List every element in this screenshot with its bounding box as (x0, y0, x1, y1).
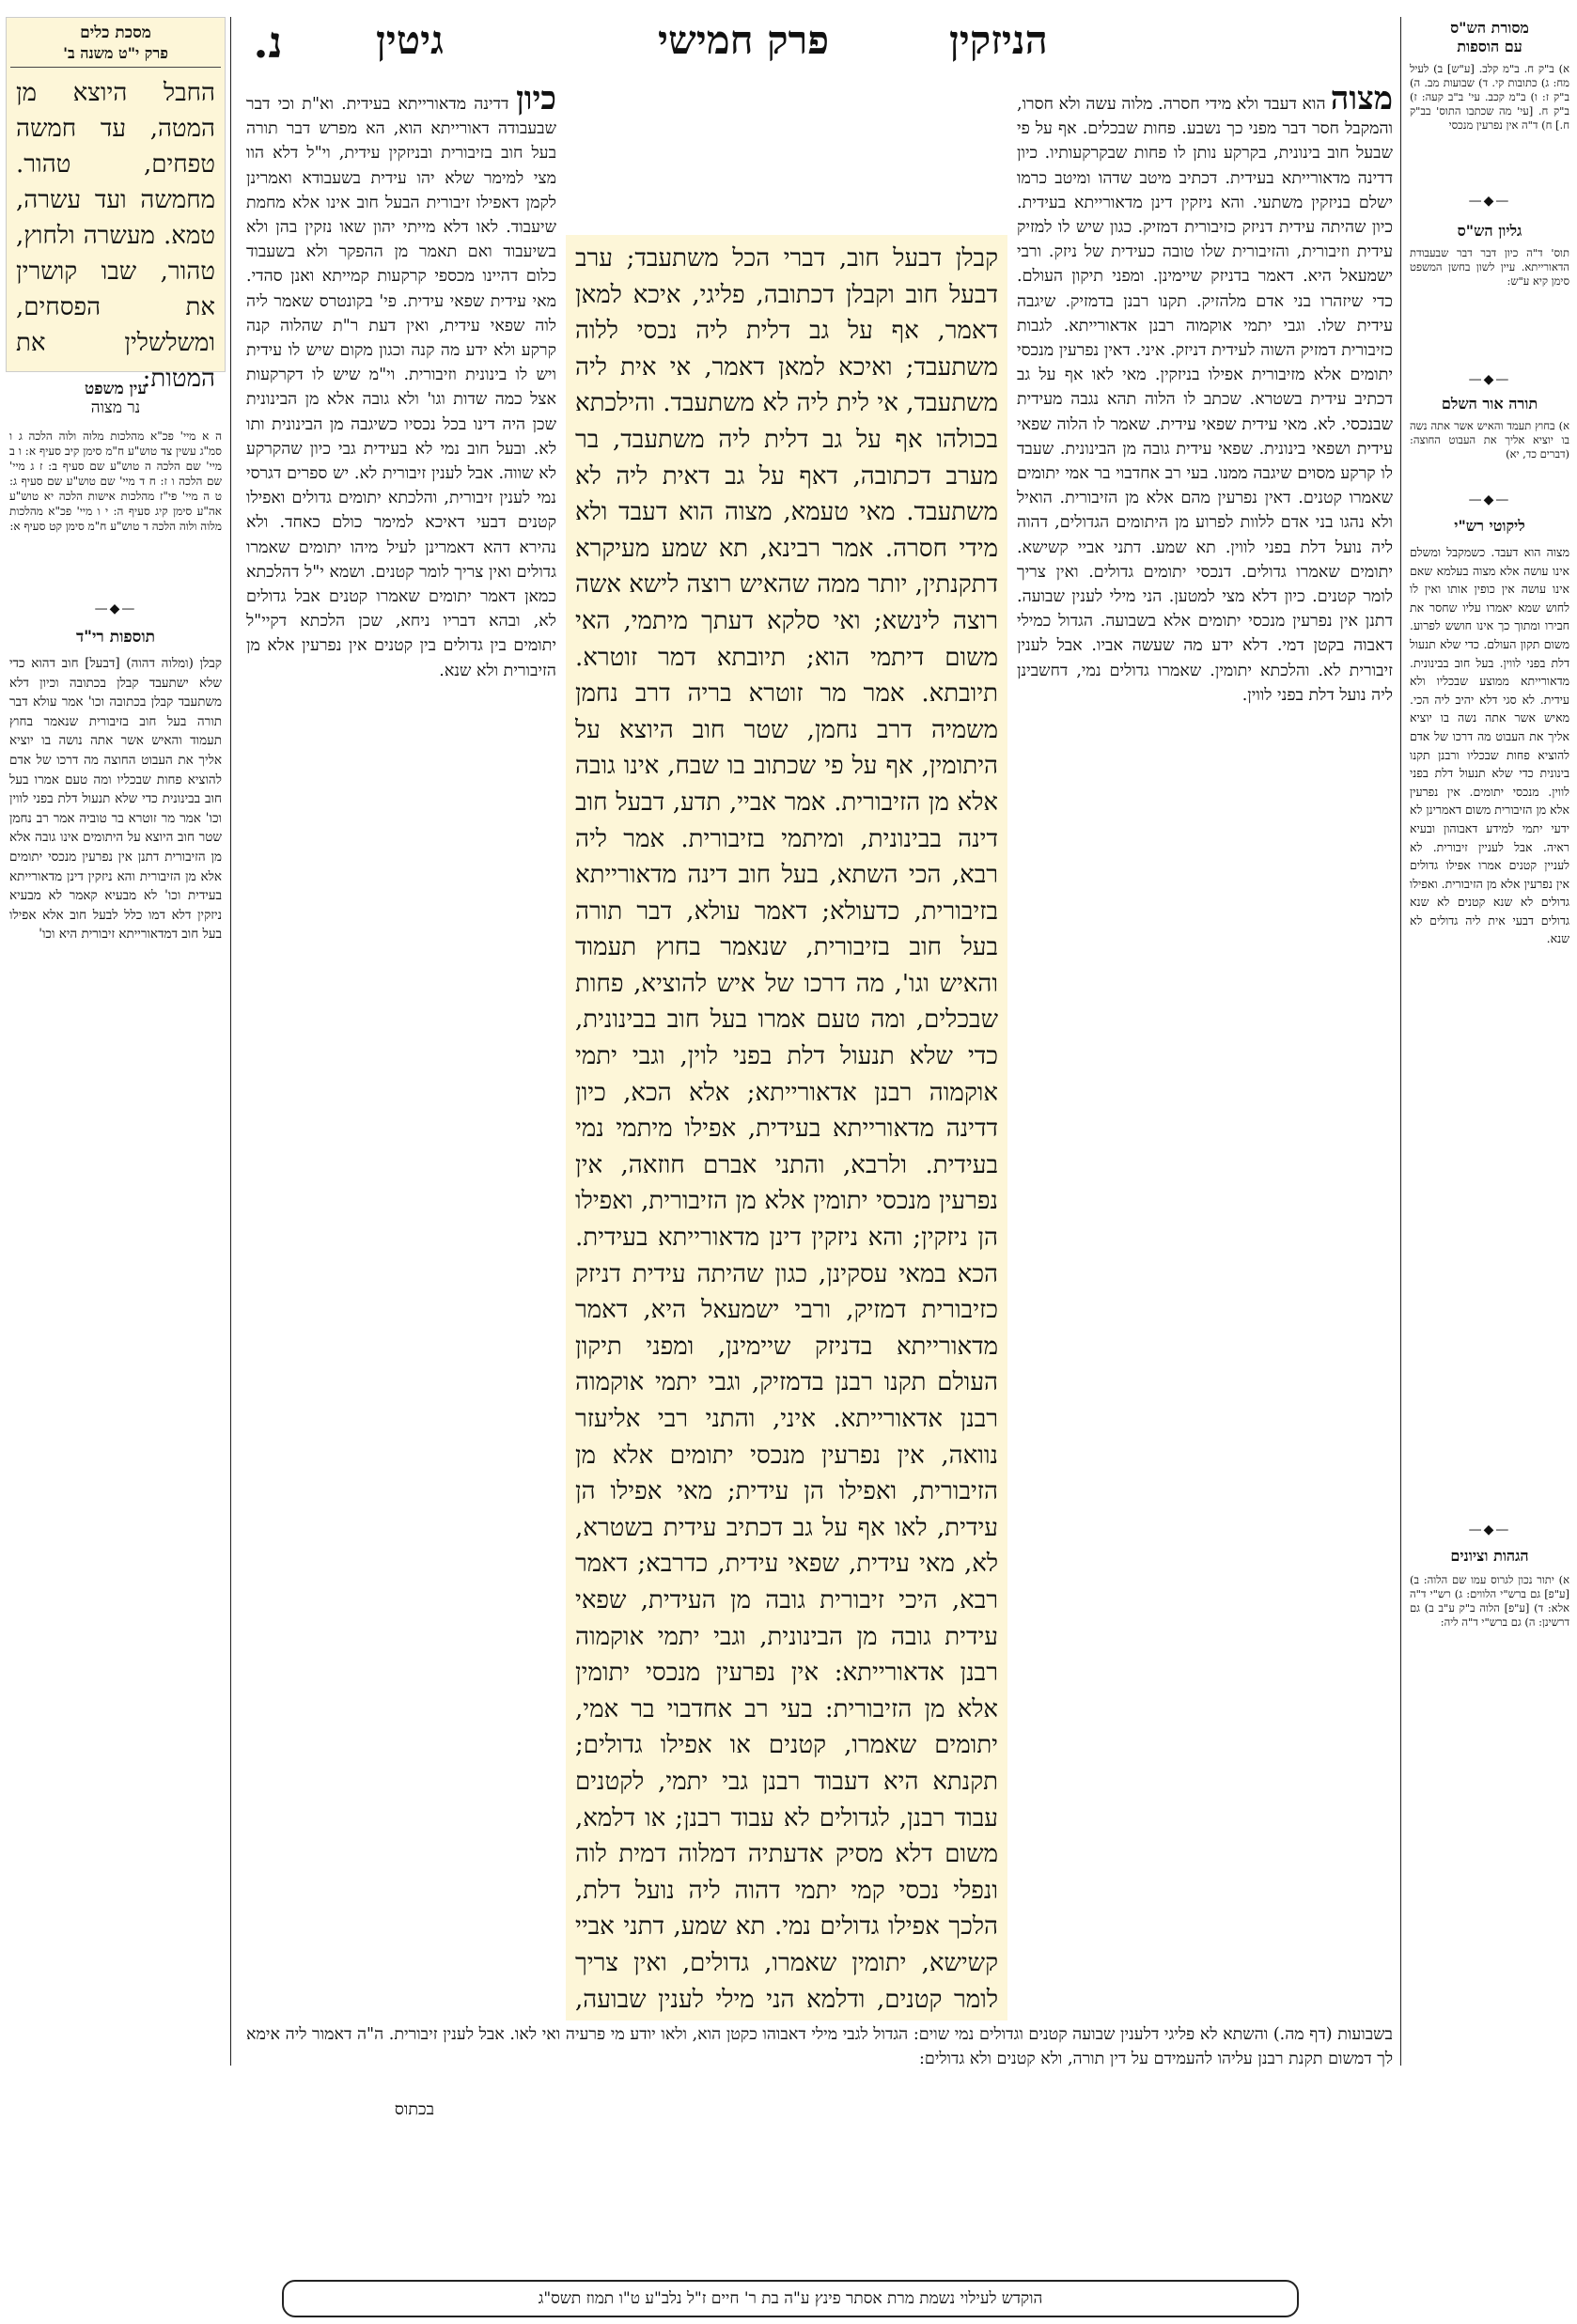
mesorat-subtitle: עם הוספות (1457, 38, 1522, 55)
left-column-divider (230, 17, 231, 2066)
bottom-commentary (246, 2022, 1393, 2098)
hagahot-title: הגהות וציונים (1450, 1547, 1529, 1565)
mesorat-text: א) ב"ק ח. ב"מ קלב. [ע"ש] ב) לעיל מח: ג) כתובות קי. ד) שבועות מב. ה) ב"ק ז: ו) ב"מ קכב. עי' ב"ב קעה: ז) ב"ק ח. [עי' מה שכתבו התוס' בב"ק ח.] ח) ד"ה אין נפרעין מנכסי (1410, 62, 1569, 132)
tosafot-text: דדינה מדאורייתא בעידית. וא"ת וכי דבר שבעבודה דאורייתא הוא, הא מפרש דבר תורה בעל חוב בזיבורית ובניזקין עידית, וי"ל דלא הוו מצי למימר שלא יהו עידית בשעבודא ואמרינן לקמן דאפילו זיבורית הבעל חוב אינו אלא מחמת שיעבוד. לאו דלא מייתי יהון שאו נזקין בהן ולא בשיעבוד ואם תאמר מן ההפקר ולא בשעבוד כלום דהיינו מכספי קרקעות קמייתא ואנן סהדי. מאי עידית שפאי עידית. פי' בקונטרס שאמר ליה לוה שפאי עידית, ואין דעת ר"ת שהלוה קנה קרקע ולא ידע מה קנה וכגון מקום שיש לו עידית ויש לו בינונית וזיבורית. וי"מ שיש לו דקרקעות אצל כמה שדות וגו' ולא גובה אלא מן הבינונית שכן היה דינו בכל נכסיו כשיגבה מן הבינונית ותו לא. ובעל חוב נמי לא בעידית גבי כיון שהקרקע לא שווה. אבל לענין זיבורית לא. יש ספרים דגרסי נמי לענין זיבורית, והלכתא יתומים גדולים ואפילו קטנים דבעי דאיכא למימר כולם כאחד. ולא נהירא דהא דאמרינן לעיל מיהו יתומים שאמרו גדולים ואין צריך לומר קטנים. ושמא י"ל דהלכתא כמאן דאמר יתומים שאמרו קטנים אבל גדולים לא, ובהא דבריו ניחא, שכן הלכתא דקיי"ל יתומים בין גדולים בין קטנים אין נפרעין אלא מן הזיבורית ולא שנא. (246, 95, 556, 680)
ornament-divider: —◆— (1468, 1522, 1511, 1537)
chapter-name: הניזקין (949, 17, 1048, 63)
bottom-commentary-text: בשבועות (דף מה.) והשתא לא פליגי דלענין שבועה קטנים וגדולים נמי שוים: הגדול לגבי מילי דאבוהו כקטן הוא, ולאו יודע מי פרעיה ואי לאו. אבל לענין זיבורית. ה"ה דאמור ליה אימא לך דמשום תקנת רבנן עליהו להעמידם על דין תורה, ולא קטנים ולא גדולים: (246, 2025, 1393, 2069)
gilyon-title: גליון הש"ס (1457, 222, 1522, 240)
torah-or-title: תורה אור השלם (1441, 395, 1538, 413)
dedication-footer: הוקדש לעילוי נשמת מרת אסתר פינץ ע"ה בת ר' חיים ז"ל נלב"ע ט"ו תמוז תשס"ג (282, 2280, 1299, 2317)
mesorat-title: מסורת הש"ס (1450, 19, 1529, 37)
tosafot-rid-section (9, 628, 222, 1697)
tractate-title: גיטין (376, 17, 444, 63)
torah-or-section (1410, 395, 1569, 494)
tosafot-rid-text: קבלן (ומלוה דהוה) [דבעל] חוב דהוא כדי שלא ישתעבד קבלן בכתובה וכיון דלא משתעבד קבלן בכתובה וכו' אמר עולא דבר תורה בעל חוב בזיבורית שנאמר בחוץ תעמוד והאיש אשר אתה נושה בו יוציא אליך את העבוט החוצה מה דרכו של אדם להוציא פחות שבכליו ומה טעם אמרו בעל חוב בבינונית כדי שלא תנעול דלת בפני לווין וכו' אמר מר זוטרא בר טוביה אמר רב נחמן שטר חוב היוצא על היתומים אינו גובה אלא מן הזיבורית דתנן אין נפרעין מנכסי יתומים אלא מן הזיבורית והא ניזקין דינן מדאורייתא בעידית וכו' לא מבעיא קאמר לא מבעיא ניזקין דלא דמו כלל לבעל חוב אלא אפילו בעל חוב דמדאורייתא זיבורית היא וכו' (9, 656, 222, 943)
hagahot-text: א) יתור נכון לגרוס עמו שם הלוה: ב) [ע"פ] גם ברש"י הלווים: ג) רש"י ד"ה אלא: ד) [ע"פ] הלוה ב"ק ע"ב ב) גם דרשינן: ה) גם ברש"י ד"ה ליה: (1410, 1573, 1569, 1629)
ein-mishpat-section (9, 380, 222, 609)
ornament-divider: —◆— (94, 601, 137, 616)
rashi-dibbur-head: מצוה (1330, 81, 1393, 117)
ner-mitzva-title: נר מצוה (90, 398, 141, 417)
page-number: נ. (253, 17, 283, 68)
ornament-divider: —◆— (1468, 372, 1511, 387)
catchword: בכתוס (394, 2100, 434, 2119)
gilyon-hashas-section (1410, 222, 1569, 321)
mesorat-hashas-section (1410, 19, 1569, 194)
chapter-number: פרק חמישי (658, 17, 830, 63)
tosafot-column (246, 81, 556, 2007)
rashi-column (1017, 81, 1393, 2007)
ein-mishpat-text: ה א מיי' פכ"א מהלכות מלוה ולוה הלכה ג ו סמ"ג עשין צד טוש"ע ח"מ סימן קיב סעיף א: ו ב מיי' שם הלכה ה טוש"ע שם סעיף ב: ז ג מיי' שם הלכה ו ז: ח ד מיי' שם טוש"ע שם סעיף ג: ט ה מיי' פי"ז מהלכות אישות הלכה יא טוש"ע אה"ע סימן קיג סעיף ה: י ו מיי' פכ"א מהלכות מלוה ולוה הלכה ד טוש"ע ח"מ סימן קט סעיף א: (9, 429, 222, 533)
ornament-divider: —◆— (1468, 492, 1511, 507)
likutei-rashi-text: מצוה הוא דעבד. כשמקבל ומשלם אינו עושה אלא מצוה בעלמא שאם אינו עושה אין כופין אותו ואין לו לחוש שמא יאמרו עליו שחסר את חבירו ומתוך כך אינו חושש לפרוע. משום תקון העולם. כדי שלא תנעול דלת בפני לווין. בעל חוב בבינונית. מדאורייתא ממוצע שבכליו ולא עידית. לא סגי דלא יהיב ליה הכי. מאיש אשר אתה נשה בו יוציא אליך את העבוט מה דרכו של אדם להוציא פחות שבכליו ורבנן תקנו בינונית כדי שלא תנעול דלת בפני לווין. מנכסי יתומים. אין נפרעין אלא מן הזיבורית משום דאמרינן לא ידעי יתמי למידע דאבוהון ובעיא ראיה. אבל לעניין זיבורית. לא לעניין קטנים אמרו אפילו גדולים אין נפרעין אלא מן הזיבורית. ואפילו גדולים לא שנא קטנים לא שנא גדולים דבעי אית ליה גדולים לא שנא. (1410, 545, 1569, 946)
right-column-divider (1400, 17, 1401, 2066)
gemara-column (575, 241, 998, 2017)
mishna-box-subtitle: פרק י"ט משנה ב' (10, 44, 221, 68)
tosafot-dibbur-head: כיון (516, 81, 556, 117)
gilyon-text: תוס' ד"ה כיון דבר דבר שבעבודת הדאורייתא. עיין לשון בחשן המשפט סימן קיא ע"ש: (1410, 246, 1569, 288)
likutei-rashi-section (1410, 517, 1569, 1530)
hagahot-section (1410, 1547, 1569, 1714)
rashi-text: הוא דעבד ולא מידי חסרה. מלוה עשה ולא חסרו, והמקבל חסר דבר מפני כך נשבע. פחות שבכלים. אף על פי שבעל חוב בינונית, בקרקע נותן לו פחות שבקרקעותיו. כיון דדינה מדאורייתא בעידית. דכתיב מיטב שדהו ומיטב כרמו ישלם בניזקין משתעי. והא ניזקין דינן מדאורייתא בעידית. כיון שהיתה עידית דניזק כזיבורית דמזיק. כגון שיש לו למזיק עידית וזיבורית, והזיבורית שלו טובה כעידית של ניזק. ורבי ישמעאל היא. דאמר בדניזק שיימינן. ומפני תיקון העולם. כדי שיזהרו בני אדם מלהזיק. תקנו רבנן בדמזיק. שיגבה עידית שלו. וגבי יתמי אוקמוה רבנן אדאורייתא. לגבות כזיבורית דמזיק השוה לעידית דניזק. איני. דאין נפרעין מנכסי יתומים אלא מזיבורית אפילו בניזקין. מאי לאו אף על גב דכתיב עידית בשטרא. שכתב לו הלוה תהא נגבה מעידית שבנכסי. לא. מאי עידית שפאי עידית. שאמר לו הלוה שפאי עידית ושפאי בינונית. שפאי עידית גובה מן הבינונית. שעבד לו קרקע מסוים שיגבה ממנו. בעי רב אחדבוי בר אמי יתומים שאמרו קטנים. דאין נפרעין מהם אלא מן הזיבורית. הואיל ולא נהגו בני אדם ללוות לפרוע מן היתומים הגדולים, דהוה ליה נועל דלת בפני לווין. תא שמע. דתני אביי קשישא. יתומים שאמרו גדולים. דנכסי יתומים גדולים. ואין צריך לומר קטנים. כיון דלא מצי למטען. הני מילי לענין שבועה. דתנן אין נפרעין מנכסי יתומים אלא בשבועה. הגדול כמילי דאבוה בקטן דמי. דלא ידע מה שעשה אביו. אבל לענין זיבורית לא. והלכתא יתומין. שאמרו גדולים נמי, דחשבינן ליה נועל דלת בפני לווין. (1017, 95, 1393, 705)
mishna-box-text: החבל היוצא מן המטה, עד חמשה טפחים, טהור. מחמשה ועד עשרה, טמא. מעשרה ולחוץ, טהור, שבו קושרין את הפסחים, ומשלשלין את המטות: (16, 79, 215, 393)
torah-or-text: א) בחוץ תעמד והאיש אשר אתה נשה בו יוציא אליך את העבוט החוצה: (דברים כד, יא) (1410, 419, 1569, 460)
ein-mishpat-title: עין משפט (85, 380, 147, 398)
gemara-text: קבלן דבעל חוב, דברי הכל משתעבד; ערב דבעל חוב וקבלן דכתובה, פליגי, איכא למאן דאמר, אף על גב דלית ליה נכסי ללוה משתעבד; ואיכא למאן דאמר, אי אית ליה משתעבד, אי לית ליה לא משתעבד. והילכתא בכולהו אף על גב דלית ליה משתעבד, בר מערב דכתובה, דאף על גב דאית ליה לא משתעבד. מאי טעמא, מצוה הוא דעבד ולא מידי חסרה. אמר רבינא, תא שמע מעיקרא דתקנתין, יותר ממה שהאיש רוצה לישא אשה רוצה לינשא; ואי סלקא דעתך מיתמי, האי משום דיתמי הוא; תיובתא דמר זוטרא. תיובתא. אמר מר זוטרא בריה דרב נחמן משמיה דרב נחמן, שטר חוב היוצא על היתומין, אף על פי שכתוב בו שבח, אינו גובה אלא מן הזיבורית. אמר אביי, תדע, דבעל חוב דינה בבינונית, ומיתמי בזיבורית. אמר ליה רבא, הכי השתא, בעל חוב דינה מדאורייתא בזיבורית, כדעולא; דאמר עולא, דבר תורה בעל חוב בזיבורית, שנאמר בחוץ תעמוד והאיש וגו', מה דרכו של איש להוציא, פחות שבכלים, ומה טעם אמרו בעל חוב בבינונית, כדי שלא תנעול דלת בפני לוין, וגבי יתמי אוקמוה רבנן אדאורייתא; אלא הכא, כיון דדינה מדאורייתא בעידית, אפילו מיתמי נמי בעידית. ולרבא, והתני אברם חוזאה, אין נפרעין מנכסי יתומין אלא מן הזיבורית, ואפילו הן ניזקין; והא ניזקין דינן מדאורייתא בעידית. הכא במאי עסקינן, כגון שהיתה עידית דניזק כזיבורית דמזיק, ורבי ישמעאל היא, דאמר מדאורייתא בדניזק שיימינן, ומפני תיקון העולם תקנו רבנן בדמזיק, וגבי יתמי אוקמוה רבנן אדאורייתא. איני, והתני רבי אליעזר נוואה, אין נפרעין מנכסי יתומים אלא מן הזיבורית, ואפילו הן עידית; מאי אפילו הן עידית, לאו אף על גב דכתיב עידית בשטרא, לא, מאי עידית, שפאי עידית, כדרבא; דאמר רבא, היכי זיבורית גובה מן העידית, שפאי עידית גובה מן הבינונית, וגבי יתמי אוקמוה רבנן אדאורייתא: אין נפרעין מנכסי יתומין אלא מן הזיבורית: בעי רב אחדבוי בר אמי, יתומים שאמרו, קטנים או אפילו גדולים; תקנתא היא דעבוד רבנן גבי יתמי, לקטנים עבוד רבנן, לגדולים לא עבוד רבנן; או דלמא, משום דלא מסיק אדעתיה דמלוה דמית לוה ונפלי נכסי קמי יתמי דהוה ליה נועל דלת, הלכך אפילו גדולים נמי. תא שמע, דתני אביי קשישא, יתומין שאמרו, גדולים, ואין צריך לומר קטנים, ודלמא הני מילי לענין שבועה, (575, 244, 998, 2014)
likutei-rashi-title: ליקוטי רש"י (1454, 517, 1525, 535)
mishna-box-title: מסכת כלים (80, 23, 151, 42)
ornament-divider: —◆— (1468, 194, 1511, 209)
tosafot-rid-title: תוספות רי"ד (75, 628, 156, 647)
